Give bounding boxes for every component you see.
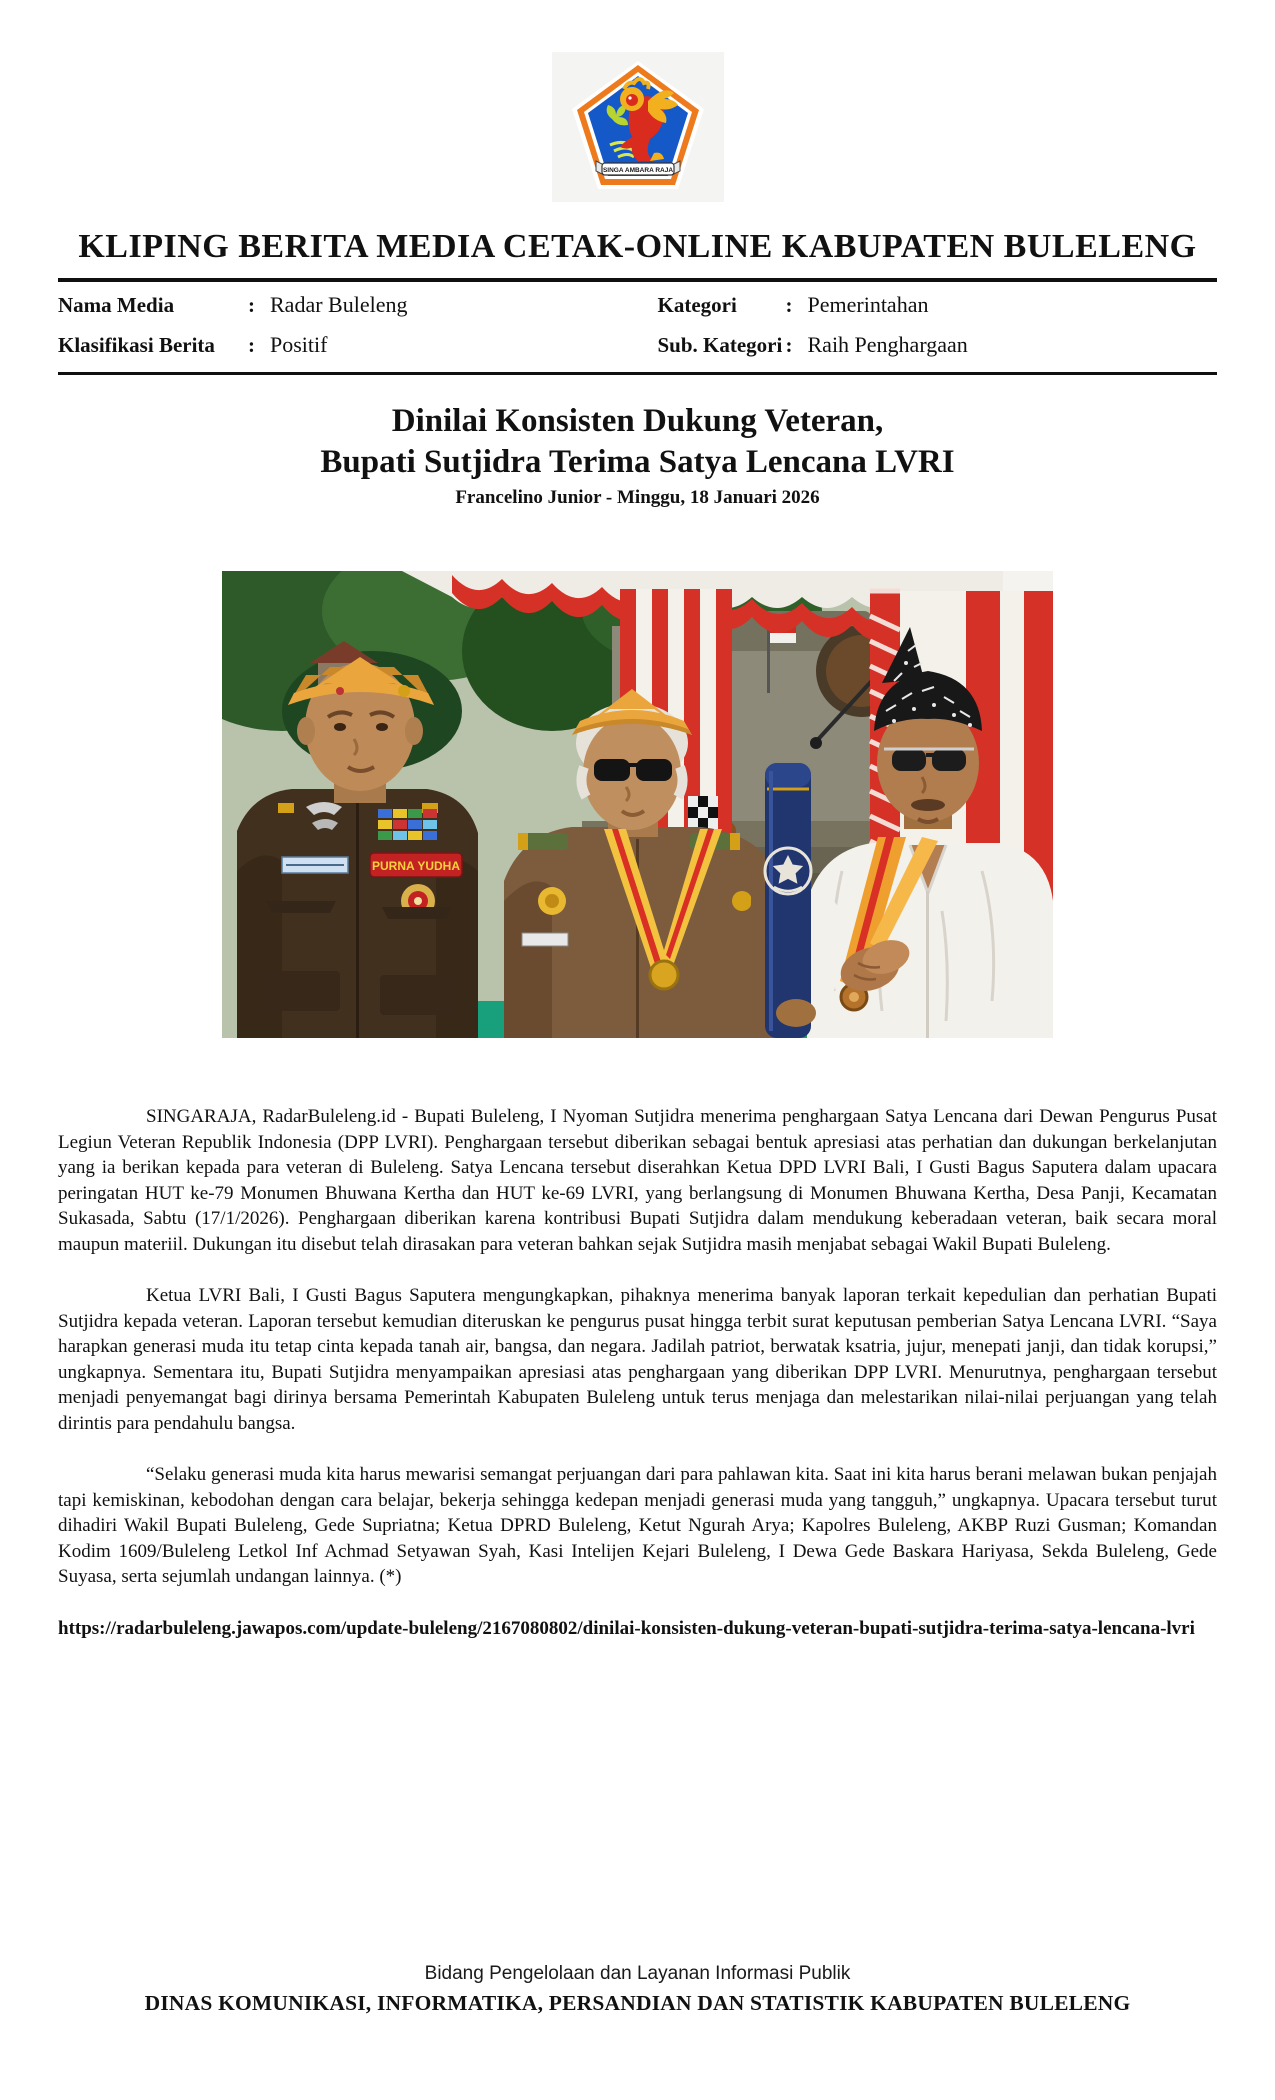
meta-value: Raih Penghargaan (807, 332, 968, 357)
award-tube (765, 763, 811, 1038)
article-paragraph-1: SINGARAJA, RadarBuleleng.id - Bupati Buleleng, I Nyoman Sutjidra menerima penghargaan Satya Lencana dari Dewan Pengurus Pusat Legiun Veteran Republik Indonesia (DPP LVRI). Penghargaan tersebut diberikan sebagai bentuk apresiasi atas perhatian dan dukungan berkelanjutan yang ia berikan kepada para veteran di Buleleng. Satya Lencana tersebut diserahkan Ketua DPD LVRI Bali, I Gusti Bagus Saputera dalam upacara peringatan HUT ke-79 Monumen Bhuwana Kertha dan HUT ke-69 LVRI, yang berlangsung di Monumen Bhuwana Kertha, Desa Panji, Kecamatan Sukasada, Sabtu (17/1/2026). Penghargaan diberikan karena kontribusi Bupati Sutjidra dalam mendukung keberadaan veteran, baik secara moral maupun materiil. Dukungan itu disebut telah dirasakan para veteran bahkan sejak Sutjidra masih menjabat sebagai Wakil Bupati Buleleng. (58, 1106, 1217, 1255)
meta-row-kategori (658, 292, 1218, 318)
meta-table (0, 282, 1275, 372)
meta-colon: : (785, 333, 793, 357)
article-title-line2: Bupati Sutjidra Terima Satya Lencana LVRI (320, 444, 955, 480)
meta-colon: : (785, 293, 793, 317)
article-paragraph-2: Ketua LVRI Bali, I Gusti Bagus Saputera mengungkapkan, pihaknya menerima banyak laporan terkait kepedulian dan perhatian Bupati Sutjidra kepada veteran. Laporan tersebut kemudian diteruskan ke pengurus pusat hingga terbit surat keputusan pemberian Satya Lencana LVRI. “Saya harapkan generasi muda itu tetap cinta kepada tanah air, bangsa, dan negara. Jadilah patriot, berwatak ksatria, jujur, menepati janji, dan tidak korupsi,” ungkapnya. Sementara itu, Bupati Sutjidra menyampaikan apresiasi atas penghargaan yang diberikan DPP LVRI. Menurutnya, penghargaan tersebut menjadi penyemangat bagi dirinya bersama Pemerintah Kabupaten Buleleng untuk terus menjaga dan melestarikan nilai-nilai perjuangan yang telah dirintis para pendahulu bangsa. (58, 1285, 1217, 1434)
logo-banner-text: SINGA AMBARA RAJA (602, 167, 673, 174)
article-body (0, 1104, 1275, 1642)
divider-meta (58, 372, 1217, 375)
article-photo (222, 571, 1053, 1038)
article-title (0, 401, 1275, 483)
footer-agency: DINAS KOMUNIKASI, INFORMATIKA, PERSANDIAN DAN STATISTIK KABUPATEN BULELENG (144, 1991, 1131, 2015)
article-paragraph-3: “Selaku generasi muda kita harus mewarisi semangat perjuangan dari para pahlawan kita. Saat ini kita harus berani melawan bukan penjajah tapi kemiskinan, kebodohan dengan cara belajar, bekerja sehingga kedepan menjadi generasi muda yang tangguh,” ungkapnya. Upacara tersebut turut dihadiri Wakil Bupati Buleleng, Gede Supriatna; Ketua DPRD Buleleng, Ketut Ngurah Arya; Kapolres Buleleng, AKBP Ruzi Gusman; Komandan Kodim 1609/Buleleng Letkol Inf Achmad Setyawan Syah, Kasi Intelijen Kejari Buleleng, I Dewa Gede Baskara Hariyasa, Sekda Buleleng, Gede Suyasa, serta sejumlah undangan lainnya. (*) (58, 1464, 1217, 1587)
page-title: KLIPING BERITA MEDIA CETAK-ONLINE KABUPATEN BULELENG (78, 228, 1197, 265)
meta-label: Sub. Kategori (657, 333, 783, 357)
ceremony-photo-illustration (222, 571, 1053, 1038)
meta-label: Klasifikasi Berita (58, 333, 215, 357)
footer-division: Bidang Pengelolaan dan Layanan Informasi Publik (424, 1963, 851, 1984)
meta-label: Kategori (657, 293, 737, 317)
article-title-line1: Dinilai Konsisten Dukung Veteran, (391, 403, 884, 439)
article-byline: Francelino Junior - Minggu, 18 Januari 2026 (455, 487, 820, 508)
page-footer (0, 1963, 1275, 2016)
meta-row-klasifikasi (58, 332, 618, 358)
meta-value: Pemerintahan (807, 292, 929, 317)
purna-yudha-patch-text: PURNA YUDHA (371, 859, 461, 873)
meta-value: Positif (270, 332, 328, 357)
buleleng-coat-of-arms-logo (552, 52, 724, 202)
meta-row-nama-media (58, 292, 618, 318)
meta-row-sub-kategori (658, 332, 1218, 358)
meta-value: Radar Buleleng (270, 292, 408, 317)
meta-colon: : (248, 293, 255, 317)
buleleng-logo-icon (568, 57, 708, 197)
article-source-url[interactable]: https://radarbuleleng.jawapos.com/update-buleleng/2167080802/dinilai-konsisten-dukung-veteran-bupati-sutjidra-terima-satya-lencana-lvri (58, 1617, 1195, 1639)
meta-label: Nama Media (58, 293, 175, 317)
meta-colon: : (248, 333, 255, 357)
